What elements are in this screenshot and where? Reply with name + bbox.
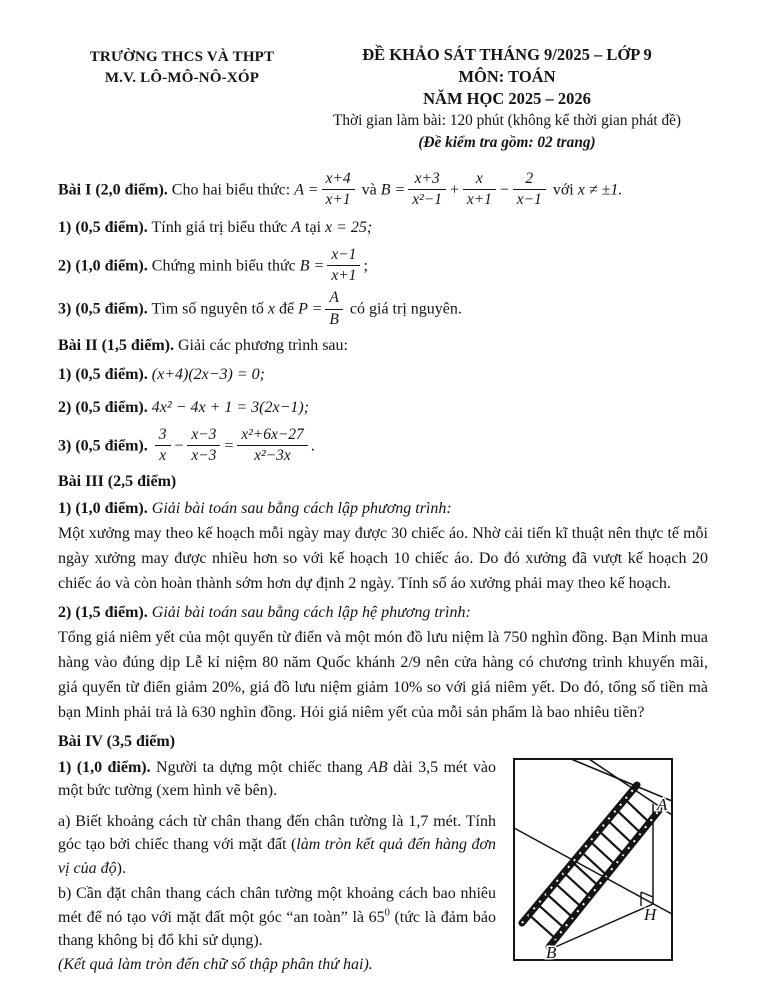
bai4-part-b xyxy=(58,882,496,953)
header xyxy=(58,44,708,154)
label-point-H: H xyxy=(644,904,657,924)
text-segment: B = xyxy=(380,181,406,199)
fraction: $\frac{2}{x-1}$ xyxy=(513,171,546,208)
ladder-diagram xyxy=(513,758,674,962)
bai2-item-2 xyxy=(58,395,708,420)
text-segment: − xyxy=(498,181,510,199)
text-segment: a) Biết khoảng cách từ chân thang đến chân tường là 1,7 mét. Tính góc tạo bởi chiếc thang với mặt đất ( xyxy=(58,812,496,854)
text-segment: 1) (0,5 điểm). xyxy=(58,219,148,237)
text-segment: Bài II (1,5 điểm). xyxy=(58,336,174,354)
text-segment: dài 3,5 mét vào một bức tường (xem hình vẽ bên). xyxy=(58,758,497,800)
text-segment: 1) (0,5 điểm). xyxy=(58,365,148,383)
bai3-item-1-label xyxy=(58,496,708,521)
text-segment: 2) (1,5 điểm). xyxy=(58,603,148,621)
text-segment: + xyxy=(449,181,460,199)
text-segment: 2) (0,5 điểm). xyxy=(58,398,148,416)
text-segment: AB xyxy=(368,758,388,776)
exam-body xyxy=(58,170,708,983)
text-segment: có giá trị nguyên. xyxy=(345,300,462,318)
exam-duration: Thời gian làm bài: 120 phút (không kể thời gian phát đề) xyxy=(333,112,681,129)
text-segment: làm tròn kết quả đến hàng đơn vị của độ xyxy=(58,836,497,877)
text-segment: 2) (1,0 điểm). xyxy=(58,257,148,275)
text-segment: (x+4)(2x−3) = 0; xyxy=(151,365,265,383)
right-angle-mark xyxy=(641,892,653,906)
text-segment: x xyxy=(267,300,276,318)
text-segment: Chứng minh biểu thức xyxy=(147,257,300,275)
label-point-B: B xyxy=(546,942,557,962)
exam-page-count: (Đề kiểm tra gồm: 02 trang) xyxy=(418,134,596,151)
school-block xyxy=(58,44,306,89)
text-segment: Giải bài toán sau bằng cách lập phương trình: xyxy=(151,499,452,517)
text-segment: 1) (1,0 điểm). xyxy=(58,499,148,517)
text-segment: − xyxy=(173,436,185,454)
text-segment: 3) (0,5 điểm). xyxy=(58,436,148,454)
ladder-rails xyxy=(522,785,661,947)
text-segment: Bài IV (3,5 điểm) xyxy=(58,732,176,750)
text-segment: Giải bài toán sau bằng cách lập hệ phương trình: xyxy=(151,603,471,621)
text-segment: Tìm số nguyên tố xyxy=(147,300,268,318)
label-point-A: A xyxy=(657,794,668,814)
text-segment: với xyxy=(548,181,578,199)
bai4-rounding-note xyxy=(58,953,496,977)
exam-subject: MÔN: TOÁN xyxy=(458,67,556,86)
text-segment: Một xưởng may theo kế hoạch mỗi ngày may được 30 chiếc áo. Nhờ cải tiến kĩ thuật nên thực tế mỗi ngày xưởng may được nhiều hơn so với kế hoạch 10 chiếc áo. Do đó xưởng đã vượt kế hoạch 20 chiếc áo và còn hoàn thành sớm hơn dự định 2 ngày. Tính số áo xưởng phải may theo kế hoạch. xyxy=(58,524,708,592)
text-segment: 3) (0,5 điểm). xyxy=(58,300,148,318)
exam-title-block xyxy=(306,44,708,154)
fraction: $\frac{x+3}{\text{x²−1}}$ xyxy=(408,171,446,208)
text-segment: . xyxy=(310,436,315,454)
text-segment: 0 xyxy=(384,907,390,919)
bai1-item-3 xyxy=(58,289,708,330)
bai3-item-2-label xyxy=(58,600,708,625)
text-segment: Tổng giá niêm yết của một quyển từ điển và một món đồ lưu niệm là 750 nghìn đồng. Bạn Minh mua hàng vào đúng dịp Lễ kỉ niệm 80 năm Quốc khánh 2/9 nên cửa hàng có chương trình khuyến mãi, giá quyển từ điển giảm 20%, giá đồ lưu niệm giảm 10% so với giá niêm yết. Do đó, tổng số tiền mà bạn Minh phải trả là 630 nghìn đồng. Hỏi giá niêm yết của mỗi sản phẩm là bao nhiêu tiền? xyxy=(58,628,708,721)
bai4-content xyxy=(58,756,708,984)
bai1-heading xyxy=(58,170,708,211)
bai3-heading xyxy=(58,469,708,494)
text-segment: x ≠ ±1. xyxy=(577,181,623,199)
school-name-line1: TRƯỜNG THCS VÀ THPT xyxy=(89,49,275,65)
text-segment: Cho hai biểu thức: xyxy=(167,181,295,199)
bai3-item-1-text xyxy=(58,521,708,596)
fraction: $\frac{x+4}{x+1}$ xyxy=(322,171,355,208)
text-segment: ; xyxy=(363,257,368,275)
bai4-part-a xyxy=(58,810,496,881)
bai2-heading xyxy=(58,333,708,358)
text-segment: = xyxy=(223,436,235,454)
bai1-item-2 xyxy=(58,246,708,287)
text-segment: P = xyxy=(298,300,323,318)
text-segment: và xyxy=(357,181,381,199)
text-segment: 1) (1,0 điểm). xyxy=(58,758,151,776)
text-segment: x = 25; xyxy=(325,219,373,237)
text-segment: Người ta dựng một chiếc thang xyxy=(150,758,369,776)
bai3-item-2-text xyxy=(58,625,708,725)
exam-title: ĐỀ KHẢO SÁT THÁNG 9/2025 – LỚP 9 xyxy=(362,45,652,64)
text-segment: 4x² − 4x + 1 = 3(2x−1); xyxy=(151,398,310,416)
fraction: $\frac{x}{x+1}$ xyxy=(463,171,496,208)
bai2-item-3 xyxy=(58,426,708,467)
text-segment: Bài III (2,5 điểm) xyxy=(58,472,177,490)
bai1-item-1 xyxy=(58,215,708,240)
text-segment: b) Cần đặt chân thang cách chân tường một khoảng cách bao nhiêu mét để nó tạo với mặt đất một góc “an toàn” là 65 xyxy=(58,885,496,926)
bai2-item-1 xyxy=(58,362,708,387)
text-segment: (tức là đảm bảo thang không bị đổ khi sử dụng). xyxy=(58,908,496,950)
text-segment: ). xyxy=(116,859,126,877)
text-segment: Tính giá trị biểu thức xyxy=(147,219,292,237)
text-segment: Bài I (2,0 điểm). xyxy=(58,181,168,199)
text-segment: A xyxy=(291,219,302,237)
fraction: $\frac{x-3}{x-3}$ xyxy=(187,427,220,464)
text-segment: A = xyxy=(294,181,319,199)
fraction: $\frac{x-1}{x+1}$ xyxy=(327,247,360,284)
text-segment: Giải các phương trình sau: xyxy=(174,336,348,354)
ladder-figure-svg xyxy=(513,758,674,962)
bai4-heading xyxy=(58,729,708,754)
fraction: $\frac{3}{x}$ xyxy=(155,427,171,464)
text-segment: B = xyxy=(299,257,325,275)
fraction: $\frac{\text{x²+6x−27}}{\text{x²−3x}}$ xyxy=(237,427,308,464)
text-segment: (Kết quả làm tròn đến chữ số thập phân thứ hai). xyxy=(58,955,373,973)
text-segment: để xyxy=(275,300,299,318)
text-segment xyxy=(148,437,152,454)
bai4-item-1 xyxy=(58,756,496,803)
bai4-text-column xyxy=(58,756,496,984)
school-name-line2: M.V. LÔ-MÔ-NÔ-XÓP xyxy=(104,70,260,86)
fraction: $\frac{A}{B}$ xyxy=(325,290,342,327)
text-segment: tại xyxy=(301,219,326,237)
exam-school-year: NĂM HỌC 2025 – 2026 xyxy=(423,89,591,108)
